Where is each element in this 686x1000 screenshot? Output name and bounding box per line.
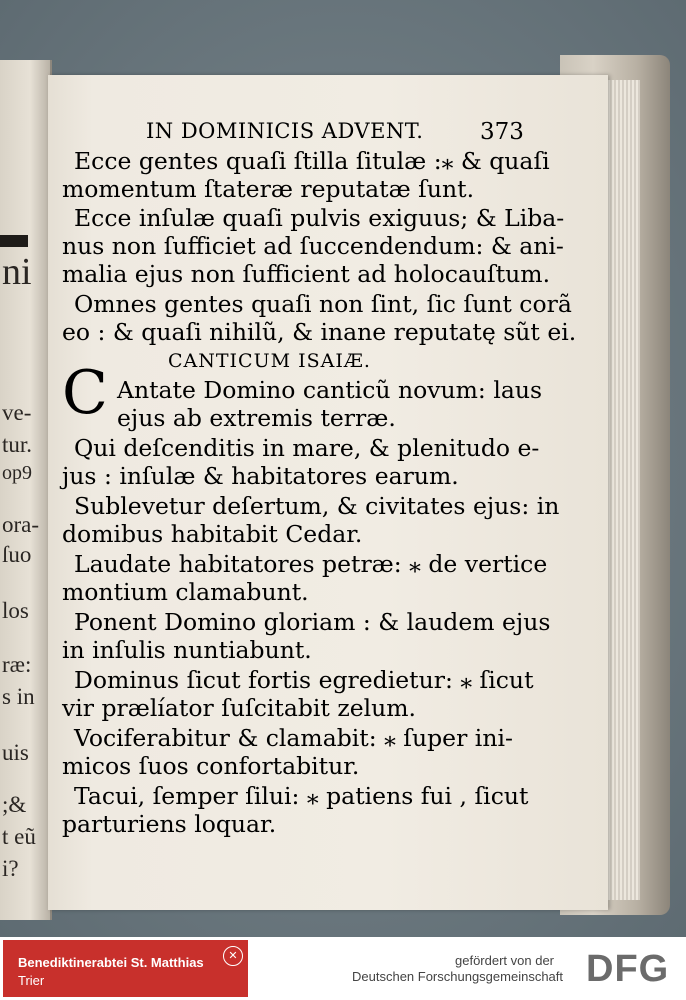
text-line: nus non ſufficiet ad ſuccendendum: & ani- bbox=[62, 232, 564, 260]
page-number: 373 bbox=[480, 119, 524, 145]
text-line: Qui deſcenditis in mare, & plenitudo e- bbox=[74, 434, 540, 462]
text-line: Tacui, ſemper ſilui: ⁎ patiens fui , ſicut bbox=[74, 782, 529, 810]
canticle-title: CANTICUM ISAIÆ. bbox=[168, 350, 371, 372]
text-line: Laudate habitatores petræ: ⁎ de vertice bbox=[74, 550, 548, 578]
text-line: Antate Domino canticũ novum: laus bbox=[117, 376, 543, 404]
text-line: parturiens loquar. bbox=[62, 810, 277, 838]
dfg-logo[interactable]: DFG bbox=[586, 948, 670, 990]
left-fragment: ve- bbox=[2, 400, 32, 425]
text-line: domibus habitabit Cedar. bbox=[62, 520, 363, 548]
text-line: eo : & quaſi nihilũ, & inane reputatę sũt ei. bbox=[62, 318, 577, 346]
left-page-edge bbox=[0, 60, 52, 920]
institution-emblem-icon: ✕ bbox=[223, 946, 243, 966]
running-head: IN DOMINICIS ADVENT. bbox=[146, 119, 424, 143]
left-page-rule bbox=[0, 235, 28, 247]
funded-by-text: gefördert von der bbox=[455, 953, 555, 968]
right-page bbox=[48, 75, 608, 910]
left-fragment: tur. bbox=[2, 432, 33, 457]
footer-bar bbox=[0, 937, 686, 1000]
text-line: Ecce inſulæ quaſi pulvis exiguus; & Liba- bbox=[74, 204, 565, 232]
drop-cap: C bbox=[62, 358, 108, 428]
left-fragment: op9 bbox=[2, 462, 32, 484]
text-line: Dominus ſicut fortis egredietur: ⁎ ſicut bbox=[74, 666, 534, 694]
left-fragment: ſuo bbox=[2, 542, 32, 567]
text-line: montium clamabunt. bbox=[62, 578, 309, 606]
text-line: vir prælíator ſuſcitabit zelum. bbox=[62, 694, 417, 722]
left-fragment: ora- bbox=[2, 512, 40, 537]
institution-name: Benediktinerabtei St. Matthias bbox=[18, 955, 204, 970]
text-line: ejus ab extremis terræ. bbox=[117, 404, 396, 432]
text-line: Ecce gentes quaſi ſtilla ſitulæ :⁎ & quaſi bbox=[74, 147, 550, 175]
text-line: in inſulis nuntiabunt. bbox=[62, 636, 312, 664]
text-line: Vociferabitur & clamabit: ⁎ ſuper ini- bbox=[74, 724, 513, 752]
left-fragment: ni bbox=[2, 251, 32, 293]
left-fragment: los bbox=[2, 598, 29, 623]
text-line: micos ſuos confortabitur. bbox=[62, 752, 360, 780]
funder-name: Deutschen Forschungsgemeinschaft bbox=[352, 969, 564, 984]
left-fragment: i? bbox=[2, 856, 19, 881]
left-fragment: ;& bbox=[2, 792, 27, 817]
text-line: momentum ſtateræ reputatæ ſunt. bbox=[62, 175, 475, 203]
left-fragment: t eũ bbox=[2, 824, 36, 849]
text-line: Ponent Domino gloriam : & laudem ejus bbox=[74, 608, 551, 636]
text-line: malia ejus non ſufficient ad holocauſtum. bbox=[62, 260, 551, 288]
left-fragment: s in bbox=[2, 684, 35, 709]
text-line: Omnes gentes quaſi non ſint, ſic ſunt corã bbox=[74, 290, 572, 318]
left-fragment: ræ: bbox=[2, 652, 32, 677]
text-line: Sublevetur deſertum, & civitates ejus: in bbox=[74, 492, 560, 520]
institution-logo[interactable] bbox=[3, 940, 248, 997]
institution-city: Trier bbox=[18, 973, 45, 988]
text-line: jus : inſulæ & habitatores earum. bbox=[62, 462, 459, 490]
left-fragment: uis bbox=[2, 740, 29, 765]
